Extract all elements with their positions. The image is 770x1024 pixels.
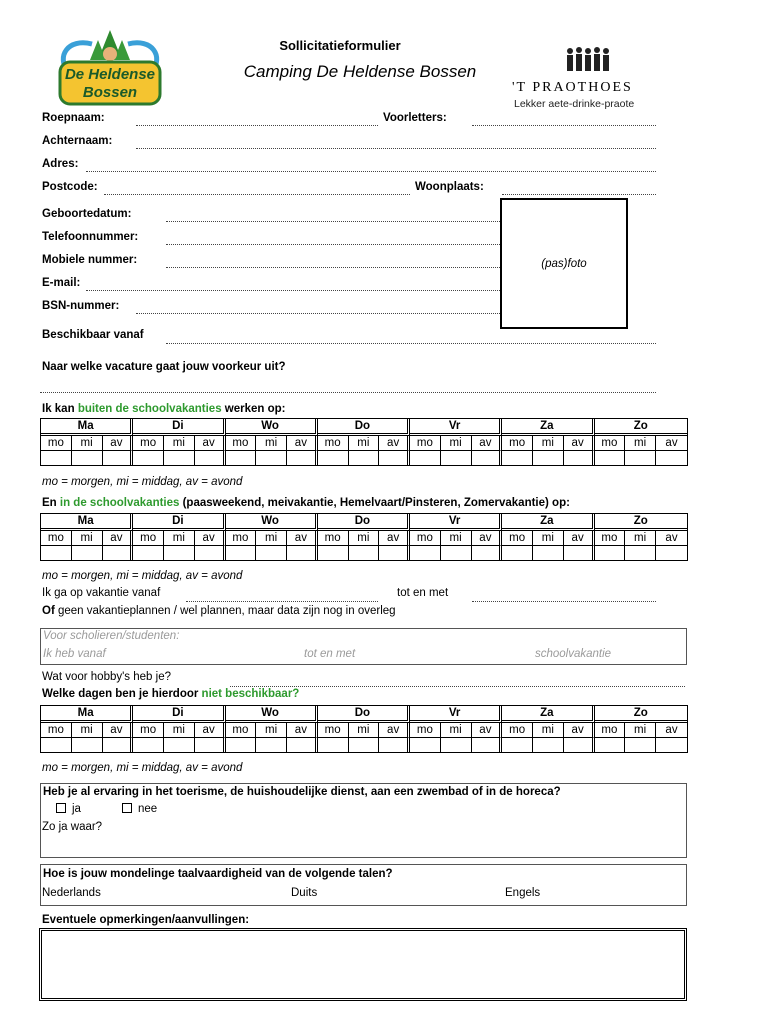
slot-label: av <box>287 723 318 738</box>
day-header: Ma <box>41 514 133 531</box>
schedule-cell[interactable] <box>226 451 257 465</box>
bsn-label: BSN-nummer: <box>42 300 120 312</box>
vacation-of-line <box>42 605 396 617</box>
legend-2: mo = morgen, mi = middag, av = avond <box>42 570 243 582</box>
slot-label: mo <box>226 531 257 546</box>
slot-label: mo <box>410 531 441 546</box>
vacature-field[interactable] <box>40 392 656 393</box>
yes-checkbox[interactable] <box>56 803 66 813</box>
legend-1: mo = morgen, mi = middag, av = avond <box>42 476 243 488</box>
schedule-cell[interactable] <box>441 546 472 560</box>
schedule-cell[interactable] <box>410 738 441 752</box>
day-header: Za <box>502 706 594 723</box>
roepnaam-field[interactable] <box>136 125 378 126</box>
slot-label: av <box>472 436 503 451</box>
schedule-cell[interactable] <box>256 738 287 752</box>
schedule-cell[interactable] <box>472 451 503 465</box>
schedule-cell[interactable] <box>133 738 164 752</box>
schedule-table-2 <box>40 513 688 561</box>
slot-label: av <box>287 531 318 546</box>
slot-label: mo <box>133 723 164 738</box>
slot-label: mo <box>41 531 72 546</box>
postcode-field[interactable] <box>104 194 410 195</box>
slot-label: mi <box>164 531 195 546</box>
slot-label: mo <box>41 436 72 451</box>
schedule-cell[interactable] <box>318 738 349 752</box>
day-header: Vr <box>410 419 502 436</box>
adres-label: Adres: <box>42 158 79 170</box>
woonplaats-field[interactable] <box>502 194 656 195</box>
slot-label: av <box>472 723 503 738</box>
day-header: Do <box>318 514 410 531</box>
day-header: Di <box>133 706 225 723</box>
slot-label: mi <box>72 531 103 546</box>
hobbies-field[interactable] <box>230 686 685 687</box>
slot-label: mo <box>410 723 441 738</box>
slot-label: mo <box>502 723 533 738</box>
schedule-cell[interactable] <box>318 546 349 560</box>
slot-label: av <box>656 436 687 451</box>
logo-left-line1: De Heldense <box>64 66 156 83</box>
slot-label: mi <box>164 436 195 451</box>
slot-label: mi <box>625 436 656 451</box>
schedule-cell[interactable] <box>656 451 687 465</box>
slot-label: mi <box>441 531 472 546</box>
section2-post: (paasweekend, meivakantie, Hemelvaart/Pinsteren, Zomervakantie) op: <box>179 497 570 509</box>
mobiel-field[interactable] <box>166 267 500 268</box>
slot-label: mi <box>441 436 472 451</box>
geboortedatum-field[interactable] <box>166 221 500 222</box>
section1-pre: Ik kan <box>42 403 78 415</box>
page-title: Sollicitatieformulier <box>279 38 401 53</box>
slot-label: av <box>379 723 410 738</box>
schedule-cell[interactable] <box>72 738 103 752</box>
slot-label: av <box>564 436 595 451</box>
schedule-cell[interactable] <box>410 546 441 560</box>
geboortedatum-label: Geboortedatum: <box>42 208 132 220</box>
section1-green: buiten de schoolvakanties <box>77 403 222 415</box>
schedule-cell[interactable] <box>349 451 380 465</box>
schedule-cell[interactable] <box>595 546 626 560</box>
slot-label: mo <box>226 723 257 738</box>
page-subtitle: Camping De Heldense Bossen <box>243 62 477 81</box>
remarks-label: Eventuele opmerkingen/aanvullingen: <box>42 914 250 926</box>
schedule-cell[interactable] <box>103 451 134 465</box>
schedule-cell[interactable] <box>256 546 287 560</box>
achternaam-field[interactable] <box>136 148 656 149</box>
slot-label: mi <box>349 531 380 546</box>
experience-no-option[interactable] <box>122 803 157 815</box>
schedule-cell[interactable] <box>226 546 257 560</box>
schedule-cell[interactable] <box>287 451 318 465</box>
slot-label: mi <box>533 723 564 738</box>
schedule-cell[interactable] <box>133 451 164 465</box>
slot-label: av <box>195 723 226 738</box>
schedule-cell[interactable] <box>195 546 226 560</box>
schedule-cell[interactable] <box>256 451 287 465</box>
schedule-cell[interactable] <box>195 738 226 752</box>
section3-green: niet beschikbaar? <box>201 688 300 700</box>
slot-label: mi <box>349 723 380 738</box>
no-checkbox[interactable] <box>122 803 132 813</box>
day-header: Do <box>318 706 410 723</box>
schedule-cell[interactable] <box>441 738 472 752</box>
language-engels: Engels <box>505 887 541 899</box>
vacation-until-label: tot en met <box>397 587 449 599</box>
slot-label: mi <box>625 723 656 738</box>
slot-label: mi <box>164 723 195 738</box>
woonplaats-label: Woonplaats: <box>415 181 484 193</box>
schedule-cell[interactable] <box>502 546 533 560</box>
logo-right-tagline: Lekker aete-drinke-praote <box>514 98 635 110</box>
slot-label: mo <box>133 531 164 546</box>
schedule-cell[interactable] <box>103 738 134 752</box>
slot-label: av <box>472 531 503 546</box>
photo-label: (pas)foto <box>541 258 587 270</box>
adres-field[interactable] <box>86 171 656 172</box>
schedule-cell[interactable] <box>625 451 656 465</box>
schedule-cell[interactable] <box>502 451 533 465</box>
people-silhouette-icon <box>564 46 612 72</box>
slot-label: av <box>379 531 410 546</box>
beschikbaar-label: Beschikbaar vanaf <box>42 329 144 341</box>
schedule-cell[interactable] <box>41 451 72 465</box>
yes-label: ja <box>72 803 81 815</box>
slot-label: mo <box>318 531 349 546</box>
day-header: Za <box>502 419 594 436</box>
day-header: Di <box>133 419 225 436</box>
slot-label: av <box>656 531 687 546</box>
slot-label: av <box>103 723 134 738</box>
section3-heading <box>42 688 299 700</box>
section3-pre: Welke dagen ben je hierdoor <box>42 688 202 700</box>
schedule-cell[interactable] <box>441 451 472 465</box>
schedule-cell[interactable] <box>656 738 687 752</box>
schedule-cell[interactable] <box>379 738 410 752</box>
slot-label: mo <box>595 436 626 451</box>
schedule-cell[interactable] <box>410 451 441 465</box>
no-label: nee <box>138 803 158 815</box>
email-field[interactable] <box>86 290 500 291</box>
students-title: Voor scholieren/studenten: <box>43 630 180 642</box>
schedule-cell[interactable] <box>379 451 410 465</box>
slot-label: av <box>103 436 134 451</box>
schedule-cell[interactable] <box>287 546 318 560</box>
schedule-table-1 <box>40 418 688 466</box>
slot-label: mi <box>72 436 103 451</box>
hobbies-label: Wat voor hobby's heb je? <box>42 671 171 683</box>
schedule-cell[interactable] <box>502 738 533 752</box>
schedule-cell[interactable] <box>625 738 656 752</box>
telefoon-field[interactable] <box>166 244 500 245</box>
schedule-table-3 <box>40 705 688 753</box>
schedule-cell[interactable] <box>318 451 349 465</box>
schedule-cell[interactable] <box>595 451 626 465</box>
slot-label: av <box>379 436 410 451</box>
slot-label: mi <box>256 723 287 738</box>
voorletters-label: Voorletters: <box>383 112 447 124</box>
students-from: Ik heb vanaf <box>43 648 106 660</box>
students-end: schoolvakantie <box>535 648 612 660</box>
schedule-cell[interactable] <box>164 546 195 560</box>
schedule-cell[interactable] <box>564 738 595 752</box>
slot-label: mo <box>133 436 164 451</box>
schedule-cell[interactable] <box>349 738 380 752</box>
slot-label: mo <box>595 723 626 738</box>
legend-3: mo = morgen, mi = middag, av = avond <box>42 762 243 774</box>
heldense-bossen-logo <box>48 26 172 106</box>
voorletters-field[interactable] <box>472 125 656 126</box>
section2-green: in de schoolvakanties <box>59 497 180 509</box>
day-header: Za <box>502 514 594 531</box>
day-header: Vr <box>410 706 502 723</box>
day-header: Zo <box>595 514 688 531</box>
schedule-cell[interactable] <box>533 451 564 465</box>
slot-label: mo <box>410 436 441 451</box>
schedule-cell[interactable] <box>564 451 595 465</box>
slot-label: mo <box>502 531 533 546</box>
day-header: Vr <box>410 514 502 531</box>
vacature-question: Naar welke vacature gaat jouw voorkeur uit? <box>42 361 286 373</box>
schedule-cell[interactable] <box>472 546 503 560</box>
section2-pre: En <box>42 497 60 509</box>
mobiel-label: Mobiele nummer: <box>42 254 138 266</box>
schedule-cell[interactable] <box>533 738 564 752</box>
schedule-cell[interactable] <box>103 546 134 560</box>
schedule-cell[interactable] <box>164 738 195 752</box>
slot-label: av <box>656 723 687 738</box>
slot-label: mi <box>441 723 472 738</box>
remarks-box[interactable] <box>39 928 687 1001</box>
vacation-from-label: Ik ga op vakantie vanaf <box>42 587 161 599</box>
praothoes-logo <box>512 46 672 110</box>
day-header: Wo <box>226 419 318 436</box>
slot-label: mi <box>349 436 380 451</box>
schedule-cell[interactable] <box>287 738 318 752</box>
experience-yes-option[interactable] <box>56 803 81 815</box>
day-header: Wo <box>226 706 318 723</box>
slot-label: av <box>103 531 134 546</box>
language-nederlands: Nederlands <box>42 887 101 899</box>
slot-label: mi <box>256 436 287 451</box>
slot-label: mi <box>256 531 287 546</box>
section1-heading <box>42 403 286 415</box>
schedule-cell[interactable] <box>133 546 164 560</box>
schedule-cell[interactable] <box>625 546 656 560</box>
day-header: Ma <box>41 419 133 436</box>
logo-left-line2: Bossen <box>82 84 138 101</box>
photo-box[interactable] <box>500 198 628 329</box>
logo-right-name: 'T PRAOTHOES <box>512 80 633 95</box>
slot-label: mo <box>595 531 626 546</box>
schedule-cell[interactable] <box>379 546 410 560</box>
schedule-cell[interactable] <box>164 451 195 465</box>
day-header: Ma <box>41 706 133 723</box>
slot-label: mi <box>72 723 103 738</box>
slot-label: mi <box>533 436 564 451</box>
slot-label: av <box>287 436 318 451</box>
schedule-cell[interactable] <box>595 738 626 752</box>
experience-question: Heb je al ervaring in het toerisme, de huishoudelijke dienst, aan een zwembad of in de horeca? <box>43 786 561 798</box>
roepnaam-label: Roepnaam: <box>42 112 105 124</box>
slot-label: av <box>195 531 226 546</box>
telefoon-label: Telefoonnummer: <box>42 231 139 243</box>
vacation-until-field[interactable] <box>472 601 656 602</box>
bsn-field[interactable] <box>136 313 500 314</box>
slot-label: mi <box>533 531 564 546</box>
slot-label: av <box>564 723 595 738</box>
schedule-cell[interactable] <box>533 546 564 560</box>
students-until: tot en met <box>304 648 356 660</box>
slot-label: mo <box>226 436 257 451</box>
slot-label: mi <box>625 531 656 546</box>
day-header: Wo <box>226 514 318 531</box>
vacation-of-rest: geen vakantieplannen / wel plannen, maar data zijn nog in overleg <box>54 605 396 617</box>
postcode-label: Postcode: <box>42 181 98 193</box>
schedule-cell[interactable] <box>195 451 226 465</box>
schedule-cell[interactable] <box>72 451 103 465</box>
schedule-cell[interactable] <box>349 546 380 560</box>
vacation-from-field[interactable] <box>186 601 378 602</box>
day-header: Zo <box>595 706 688 723</box>
section2-heading <box>42 497 570 509</box>
slot-label: mo <box>502 436 533 451</box>
language-duits: Duits <box>291 887 318 899</box>
day-header: Zo <box>595 419 688 436</box>
experience-where-label: Zo ja waar? <box>42 821 103 833</box>
email-label: E-mail: <box>42 277 81 289</box>
languages-question: Hoe is jouw mondelinge taalvaardigheid van de volgende talen? <box>43 868 393 880</box>
day-header: Di <box>133 514 225 531</box>
section1-post: werken op: <box>221 403 286 415</box>
slot-label: av <box>195 436 226 451</box>
schedule-cell[interactable] <box>41 738 72 752</box>
slot-label: av <box>564 531 595 546</box>
schedule-cell[interactable] <box>472 738 503 752</box>
schedule-cell[interactable] <box>656 546 687 560</box>
beschikbaar-field[interactable] <box>166 343 656 344</box>
slot-label: mo <box>318 723 349 738</box>
schedule-cell[interactable] <box>564 546 595 560</box>
vacation-of-bold: Of <box>42 605 55 617</box>
day-header: Do <box>318 419 410 436</box>
slot-label: mo <box>318 436 349 451</box>
schedule-cell[interactable] <box>226 738 257 752</box>
slot-label: mo <box>41 723 72 738</box>
schedule-cell[interactable] <box>41 546 72 560</box>
achternaam-label: Achternaam: <box>42 135 113 147</box>
schedule-cell[interactable] <box>72 546 103 560</box>
